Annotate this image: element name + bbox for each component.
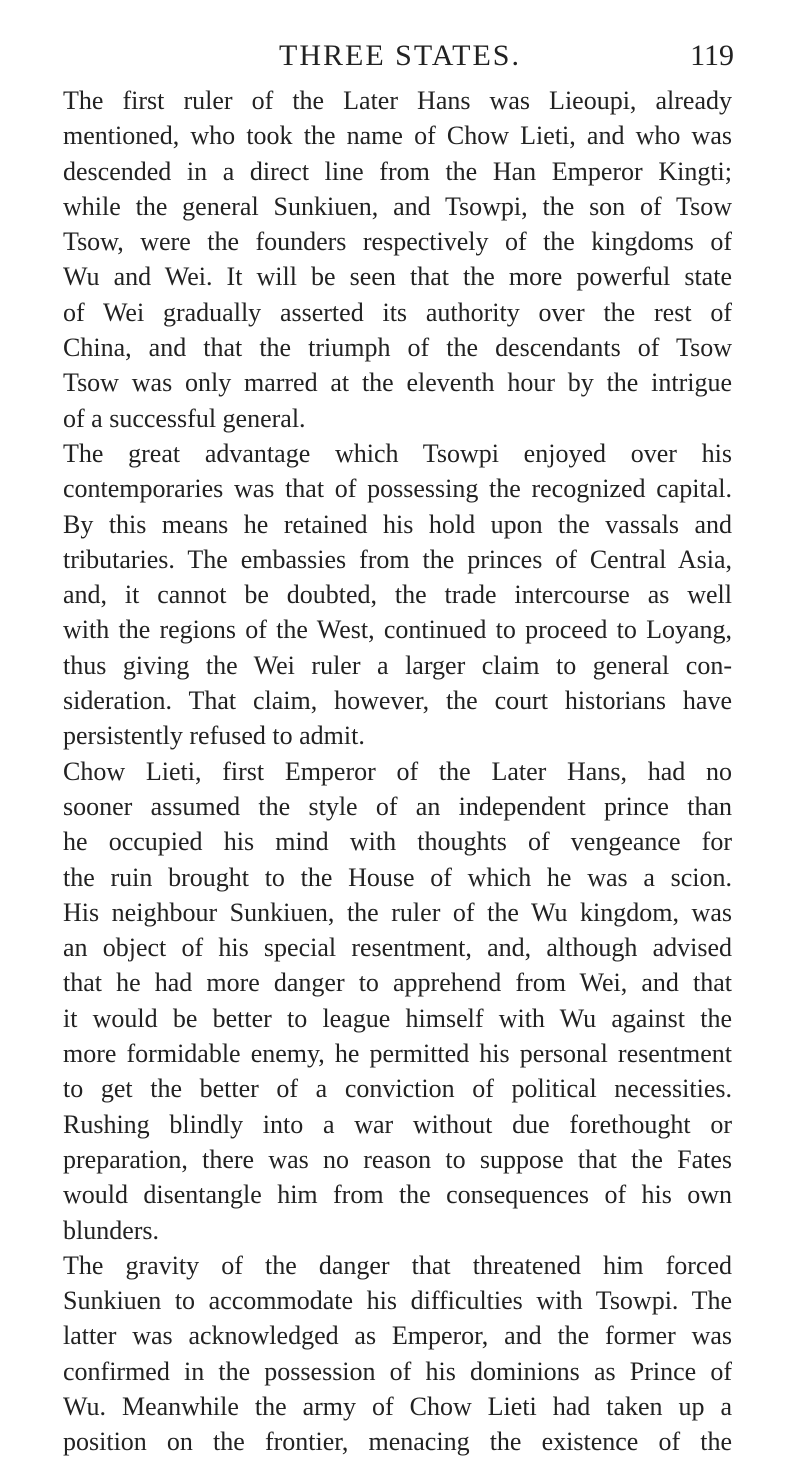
text-line: and, it cannot be doubted, the trade intercourse as well [63,580,732,610]
text-line: an object of his special resentment, and, although advised [63,933,732,963]
text-line: sooner assumed the style of an independent prince than [63,791,732,821]
text-line: Tsow was only marred at the eleventh hour by the intrigue [63,368,732,398]
text-line: to get the better of a conviction of political necessities. [63,1074,732,1104]
text-line: persistently refused to admit. [63,721,365,751]
text-line: The first ruler of the Later Hans was Lieoupi, already [63,86,732,115]
text-line: sideration. That claim, however, the court historians have [63,686,732,716]
paragraph-1 [63,83,732,436]
text-line: His neighbour Sunkiuen, the ruler of the Wu kingdom, was [63,897,732,927]
text-line: more formidable enemy, he permitted his personal resentment [63,1039,732,1069]
page-number: 119 [690,39,734,72]
paragraph-2 [63,436,732,754]
text-line: contemporaries was that of possessing the recognized capital. [63,474,732,504]
running-title: THREE STATES. [279,39,521,72]
body-text [63,83,732,1460]
text-line: of Wei gradually asserted its authority over the rest of [63,297,732,327]
text-line: By this means he retained his hold upon the vassals and [63,509,732,539]
text-line: Wu. Meanwhile the army of Chow Lieti had taken up a [63,1391,732,1421]
text-line: of a successful general. [63,403,306,433]
running-head [0,36,800,76]
text-line: Wu and Wei. It will be seen that the more powerful state [63,262,732,292]
text-line: mentioned, who took the name of Chow Lieti, and who was [63,121,732,151]
text-line: blunders. [63,1215,160,1245]
text-line: Rushing blindly into a war without due forethought or [63,1109,732,1139]
text-line: position on the frontier, menacing the existence of the [63,1427,732,1457]
text-line: he occupied his mind with thoughts of vengeance for [63,827,732,857]
text-line: it would be better to league himself with Wu against the [63,1003,732,1033]
text-line: that he had more danger to apprehend from Wei, and that [63,968,732,998]
text-line: confirmed in the possession of his dominions as Prince of [63,1356,732,1386]
paragraph-3 [63,754,732,1248]
text-line: latter was acknowledged as Emperor, and the former was [63,1321,732,1351]
text-line: descended in a direct line from the Han Emperor Kingti; [63,156,732,186]
text-line: with the regions of the West, continued to proceed to Loyang, [63,615,732,645]
paragraph-4 [63,1248,732,1460]
text-line: preparation, there was no reason to suppose that the Fates [63,1144,732,1174]
text-line: The great advantage which Tsowpi enjoyed over his [63,438,732,468]
text-line: The gravity of the danger that threatened him forced [63,1250,732,1280]
text-line: China, and that the triumph of the descendants of Tsow [63,333,732,363]
text-line: Tsow, were the founders respectively of the kingdoms of [63,227,732,257]
text-line: the ruin brought to the House of which he was a scion. [63,862,732,892]
text-line: thus giving the Wei ruler a larger claim to general con- [63,650,732,680]
text-line: Chow Lieti, first Emperor of the Later Hans, had no [63,756,732,786]
text-line: tributaries. The embassies from the princes of Central Asia, [63,544,732,574]
text-line: while the general Sunkiuen, and Tsowpi, the son of Tsow [63,191,732,221]
text-line: would disentangle him from the consequences of his own [63,1180,732,1210]
text-line: Sunkiuen to accommodate his difficulties with Tsowpi. The [63,1286,732,1316]
